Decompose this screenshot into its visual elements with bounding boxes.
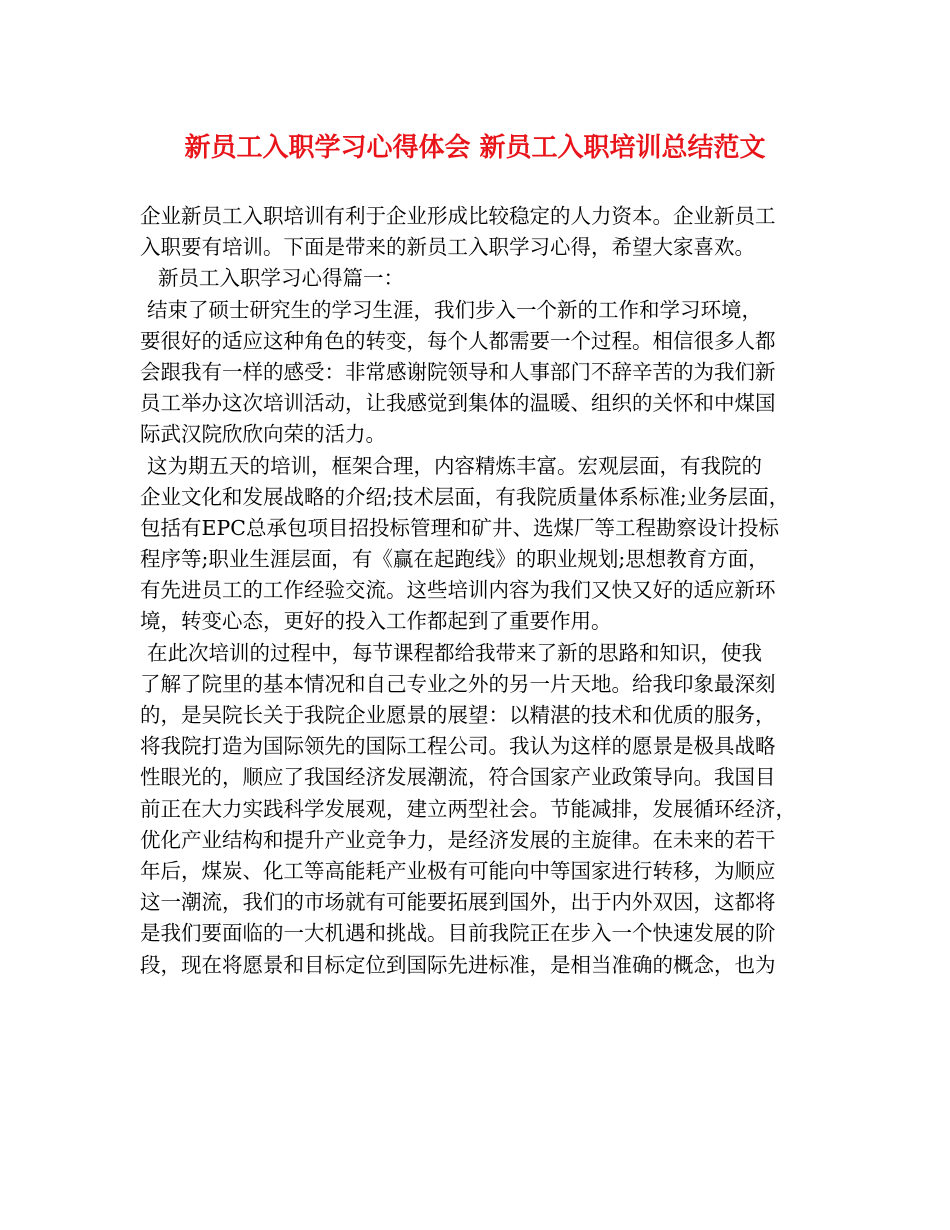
text-line: 要很好的适应这种角色的转变，每个人都需要一个过程。相信很多人都 <box>140 328 776 353</box>
text-line: 段，现在将愿景和目标定位到国际先进标准，是相当准确的概念，也为 <box>140 952 776 977</box>
text-line: 程序等;职业生涯层面，有《赢在起跑线》的职业规划;思想教育方面， <box>140 547 769 572</box>
text-line: 这一潮流，我们的市场就有可能要拓展到国外，出于内外双因，这都将 <box>140 890 776 915</box>
text-line: 员工举办这次培训活动，让我感觉到集体的温暖、组织的关怀和中煤国 <box>140 391 776 416</box>
text-line: 是我们要面临的一大机遇和挑战。目前我院正在步入一个快速发展的阶 <box>140 921 776 946</box>
text-line: 际武汉院欣欣向荣的活力。 <box>140 422 386 447</box>
text-line: 入职要有培训。下面是带来的新员工入职学习心得，希望大家喜欢。 <box>140 235 755 260</box>
document-title: 新员工入职学习心得体会 新员工入职培训总结范文 <box>184 133 766 163</box>
text-line: 优化产业结构和提升产业竞争力，是经济发展的主旋律。在未来的若干 <box>140 827 776 852</box>
text-line: 这为期五天的培训，框架合理，内容精炼丰富。宏观层面，有我院的 <box>147 453 762 478</box>
section-heading: 新员工入职学习心得篇一： <box>158 266 404 291</box>
text-line: 有先进员工的工作经验交流。这些培训内容为我们又快又好的适应新环 <box>140 578 776 603</box>
text-line: 包括有EPC总承包项目招投标管理和矿井、选煤厂等工程勘察设计投标 <box>140 515 779 540</box>
text-line: 境，转变心态，更好的投入工作都起到了重要作用。 <box>140 609 612 634</box>
text-line: 在此次培训的过程中，每节课程都给我带来了新的思路和知识，使我 <box>147 640 762 665</box>
text-line: 结束了硕士研究生的学习生涯，我们步入一个新的工作和学习环境， <box>147 297 762 322</box>
text-line: 会跟我有一样的感受：非常感谢院领导和人事部门不辞辛苦的为我们新 <box>140 359 776 384</box>
text-line: 的，是吴院长关于我院企业愿景的展望：以精湛的技术和优质的服务， <box>140 703 776 727</box>
text-line: 年后，煤炭、化工等高能耗产业极有可能向中等国家进行转移，为顺应 <box>140 858 776 883</box>
document-body <box>140 201 820 981</box>
text-line: 将我院打造为国际领先的国际工程公司。我认为这样的愿景是极具战略 <box>140 734 776 759</box>
text-line: 性眼光的，顺应了我国经济发展潮流，符合国家产业政策导向。我国目 <box>140 765 776 790</box>
text-line: 企业新员工入职培训有利于企业形成比较稳定的人力资本。企业新员工 <box>140 204 776 228</box>
text-line: 了解了院里的基本情况和自己专业之外的另一片天地。给我印象最深刻 <box>140 671 776 696</box>
text-line: 企业文化和发展战略的介绍;技术层面，有我院质量体系标准;业务层面， <box>140 484 790 509</box>
text-line: 前正在大力实践科学发展观，建立两型社会。节能减排，发展循环经济， <box>140 796 796 821</box>
